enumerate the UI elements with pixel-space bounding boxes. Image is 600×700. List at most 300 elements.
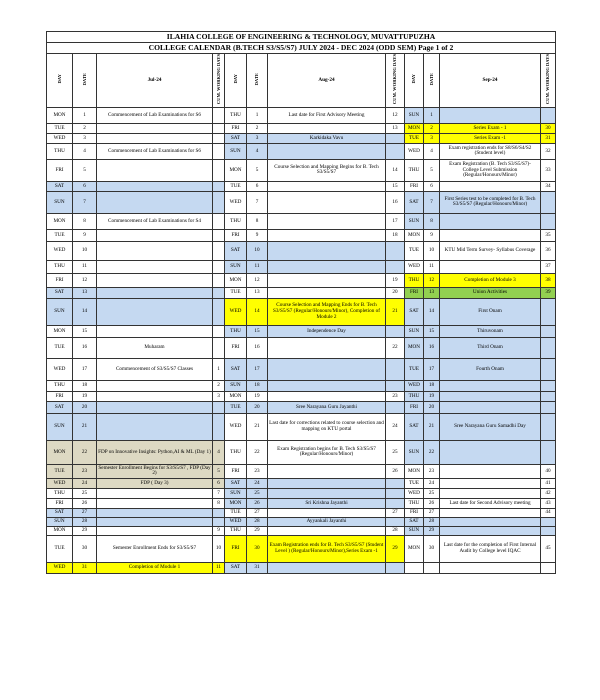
sep-date-cell: 6 bbox=[424, 181, 440, 191]
aug-working-days-cell bbox=[386, 498, 405, 508]
jul-day-cell: MON bbox=[47, 440, 73, 464]
sep-date-cell: 26 bbox=[424, 498, 440, 508]
jul-date-cell: 20 bbox=[73, 401, 97, 413]
aug-day-cell: SUN bbox=[225, 143, 247, 159]
sep-working-days-cell bbox=[541, 391, 556, 401]
jul-event-cell: Commencement of S3/S5/S7 Classes bbox=[97, 358, 213, 380]
aug-date-cell: 8 bbox=[247, 213, 268, 229]
sep-working-days-cell bbox=[541, 413, 556, 440]
jul-day-cell: MON bbox=[47, 213, 73, 229]
jul-working-days-cell bbox=[213, 413, 225, 440]
aug-event-cell bbox=[268, 260, 386, 273]
jul-day-cell: TUE bbox=[47, 123, 73, 133]
aug-day-cell: WED bbox=[225, 517, 247, 526]
sep-date-cell: 8 bbox=[424, 213, 440, 229]
sep-working-days-cell: 32 bbox=[541, 143, 556, 159]
aug-working-days-cell: 26 bbox=[386, 464, 405, 478]
sep-day-cell: TUE bbox=[405, 133, 424, 143]
calendar-row bbox=[47, 213, 556, 229]
day-header: DAY bbox=[225, 54, 247, 108]
calendar-row bbox=[47, 241, 556, 260]
sep-event-cell: Series Exam - 1 bbox=[440, 123, 541, 133]
jul-date-cell: 13 bbox=[73, 287, 97, 298]
jul-event-cell bbox=[97, 241, 213, 260]
sep-day-cell: MON bbox=[405, 464, 424, 478]
sep-working-days-cell bbox=[541, 440, 556, 464]
sep-day-cell: SAT bbox=[405, 191, 424, 213]
aug-working-days-cell: 23 bbox=[386, 391, 405, 401]
calendar-body bbox=[47, 107, 556, 573]
jul-date-cell: 1 bbox=[73, 107, 97, 123]
jul-day-cell: SAT bbox=[47, 508, 73, 517]
calendar-row bbox=[47, 133, 556, 143]
aug-working-days-cell: 25 bbox=[386, 440, 405, 464]
sep-working-days-cell bbox=[541, 213, 556, 229]
aug-event-cell bbox=[268, 123, 386, 133]
aug-date-cell: 5 bbox=[247, 159, 268, 181]
sep-working-days-cell bbox=[541, 337, 556, 358]
jul-date-cell: 24 bbox=[73, 478, 97, 488]
sep-working-days-cell bbox=[541, 401, 556, 413]
sep-working-days-cell: 34 bbox=[541, 181, 556, 191]
aug-day-cell: TUE bbox=[225, 181, 247, 191]
aug-date-cell: 14 bbox=[247, 298, 268, 325]
aug-event-cell bbox=[268, 508, 386, 517]
aug-date-cell: 3 bbox=[247, 133, 268, 143]
jul-working-days-cell bbox=[213, 191, 225, 213]
sep-day-cell: WED bbox=[405, 260, 424, 273]
jul-day-cell: TUE bbox=[47, 337, 73, 358]
jul-working-days-cell bbox=[213, 273, 225, 287]
jul-day-cell: WED bbox=[47, 241, 73, 260]
aug-day-cell: THU bbox=[225, 440, 247, 464]
calendar-row bbox=[47, 123, 556, 133]
aug-day-cell: SUN bbox=[225, 260, 247, 273]
aug-event-cell bbox=[268, 191, 386, 213]
sep-day-cell: MON bbox=[405, 337, 424, 358]
jul-date-cell: 8 bbox=[73, 213, 97, 229]
jul-event-cell bbox=[97, 508, 213, 517]
sep-working-days-cell: 35 bbox=[541, 229, 556, 241]
date-header: DATE bbox=[247, 54, 268, 108]
aug-event-cell bbox=[268, 488, 386, 498]
aug-event-cell bbox=[268, 241, 386, 260]
aug-event-cell bbox=[268, 526, 386, 535]
sep-day-cell: FRI bbox=[405, 508, 424, 517]
jul-date-cell: 9 bbox=[73, 229, 97, 241]
aug-working-days-cell bbox=[386, 241, 405, 260]
jul-working-days-cell bbox=[213, 287, 225, 298]
sep-date-cell: 18 bbox=[424, 380, 440, 391]
sep-day-cell: THU bbox=[405, 498, 424, 508]
sep-day-cell: THU bbox=[405, 273, 424, 287]
calendar-row bbox=[47, 508, 556, 517]
jul-working-days-cell bbox=[213, 517, 225, 526]
aug-event-cell bbox=[268, 358, 386, 380]
aug-day-cell: FRI bbox=[225, 337, 247, 358]
jul-event-cell bbox=[97, 298, 213, 325]
aug-working-days-cell: 14 bbox=[386, 159, 405, 181]
aug-event-cell: Exam Registration begins for B. Tech S3/S5/S7 (Regular/Honours/Minor) bbox=[268, 440, 386, 464]
sep-date-cell: 28 bbox=[424, 517, 440, 526]
jul-day-cell: WED bbox=[47, 358, 73, 380]
aug-working-days-cell: 28 bbox=[386, 526, 405, 535]
jul-event-cell bbox=[97, 159, 213, 181]
calendar-row bbox=[47, 325, 556, 337]
calendar-row bbox=[47, 498, 556, 508]
aug-date-cell: 13 bbox=[247, 287, 268, 298]
aug-day-cell: FRI bbox=[225, 464, 247, 478]
sep-day-cell: MON bbox=[405, 123, 424, 133]
aug-day-cell: TUE bbox=[225, 508, 247, 517]
calendar-row bbox=[47, 440, 556, 464]
sep-event-cell: Completion of Module 3 bbox=[440, 273, 541, 287]
jul-date-cell: 22 bbox=[73, 440, 97, 464]
sep-day-cell: THU bbox=[405, 391, 424, 401]
jul-day-cell: THU bbox=[47, 380, 73, 391]
jul-working-days-cell bbox=[213, 107, 225, 123]
sep-day-cell: SUN bbox=[405, 107, 424, 123]
sep-day-cell: WED bbox=[405, 143, 424, 159]
jul-date-cell: 30 bbox=[73, 535, 97, 562]
sep-day-cell bbox=[405, 562, 424, 573]
aug-date-cell: 4 bbox=[247, 143, 268, 159]
jul-working-days-cell bbox=[213, 133, 225, 143]
aug-day-cell: THU bbox=[225, 325, 247, 337]
calendar-row bbox=[47, 287, 556, 298]
aug-working-days-cell bbox=[386, 260, 405, 273]
jul-working-days-cell bbox=[213, 298, 225, 325]
jul-date-cell: 21 bbox=[73, 413, 97, 440]
calendar-row bbox=[47, 191, 556, 213]
jul-event-cell bbox=[97, 401, 213, 413]
sep-event-cell bbox=[440, 260, 541, 273]
sep-event-cell bbox=[440, 562, 541, 573]
jul-date-cell: 25 bbox=[73, 488, 97, 498]
jul-event-cell bbox=[97, 181, 213, 191]
aug-event-cell: Last date for First Advisory Meeting bbox=[268, 107, 386, 123]
sep-date-cell: 5 bbox=[424, 159, 440, 181]
aug-working-days-cell bbox=[386, 488, 405, 498]
jul-date-cell: 31 bbox=[73, 562, 97, 573]
sep-event-cell: Last date for Second Advisory meeting bbox=[440, 498, 541, 508]
jul-working-days-cell bbox=[213, 181, 225, 191]
sep-working-days-cell: 30 bbox=[541, 123, 556, 133]
jul-day-cell: WED bbox=[47, 478, 73, 488]
sep-working-days-cell bbox=[541, 562, 556, 573]
jul-day-cell: MON bbox=[47, 107, 73, 123]
jul-event-cell: Commencement of Lab Examinations for S6 bbox=[97, 143, 213, 159]
calendar-row bbox=[47, 260, 556, 273]
jul-event-cell bbox=[97, 133, 213, 143]
aug-date-cell: 11 bbox=[247, 260, 268, 273]
aug-event-cell bbox=[268, 391, 386, 401]
aug-working-days-cell: 16 bbox=[386, 191, 405, 213]
sep-working-days-cell: 45 bbox=[541, 535, 556, 562]
sep-event-cell bbox=[440, 401, 541, 413]
sep-event-cell: Third Onam bbox=[440, 337, 541, 358]
sep-event-cell: Thiruvonam bbox=[440, 325, 541, 337]
sep-date-cell: 30 bbox=[424, 535, 440, 562]
jul-day-cell: SUN bbox=[47, 298, 73, 325]
sep-date-cell: 4 bbox=[424, 143, 440, 159]
aug-date-cell: 16 bbox=[247, 337, 268, 358]
college-calendar-table bbox=[46, 31, 556, 574]
aug-event-cell: Course Selection and Mapping Ends for B. Tech S3/S5/S7 (Regular/Honours/Minor), Completion of Module 2 bbox=[268, 298, 386, 325]
sep-day-cell: TUE bbox=[405, 358, 424, 380]
aug-day-cell: WED bbox=[225, 191, 247, 213]
aug-working-days-cell bbox=[386, 517, 405, 526]
aug-event-cell bbox=[268, 380, 386, 391]
calendar-row bbox=[47, 535, 556, 562]
jul-working-days-cell bbox=[213, 401, 225, 413]
sep-working-days-cell bbox=[541, 380, 556, 391]
aug-date-cell: 2 bbox=[247, 123, 268, 133]
jul-day-cell: SUN bbox=[47, 413, 73, 440]
jul-day-cell: MON bbox=[47, 526, 73, 535]
sep-event-cell: Exam registration ends for S8/S6/S4/S2 (Student level) bbox=[440, 143, 541, 159]
jul-day-cell: FRI bbox=[47, 273, 73, 287]
sep-working-days-cell: 41 bbox=[541, 478, 556, 488]
aug-working-days-cell: 19 bbox=[386, 273, 405, 287]
jul-day-cell: FRI bbox=[47, 159, 73, 181]
aug-day-cell: THU bbox=[225, 213, 247, 229]
aug-date-cell: 20 bbox=[247, 401, 268, 413]
jul-working-days-cell bbox=[213, 159, 225, 181]
aug-date-cell: 19 bbox=[247, 391, 268, 401]
date-header: DATE bbox=[424, 54, 440, 108]
aug-event-cell bbox=[268, 213, 386, 229]
jul-event-cell bbox=[97, 380, 213, 391]
sep-event-cell bbox=[440, 488, 541, 498]
calendar-row bbox=[47, 229, 556, 241]
jul-working-days-cell bbox=[213, 213, 225, 229]
jul-event-cell bbox=[97, 123, 213, 133]
aug-date-cell: 25 bbox=[247, 488, 268, 498]
jul-working-days-cell bbox=[213, 337, 225, 358]
jul-event-cell bbox=[97, 273, 213, 287]
sep-day-cell: SUN bbox=[405, 526, 424, 535]
aug-date-cell: 17 bbox=[247, 358, 268, 380]
sep-working-days-cell: 42 bbox=[541, 488, 556, 498]
sep-working-days-cell bbox=[541, 526, 556, 535]
jul-date-cell: 29 bbox=[73, 526, 97, 535]
sep-working-days-cell bbox=[541, 298, 556, 325]
sep-date-cell: 24 bbox=[424, 478, 440, 488]
jul-working-days-cell: 9 bbox=[213, 526, 225, 535]
aug-working-days-cell: 21 bbox=[386, 298, 405, 325]
jul-day-cell: SAT bbox=[47, 401, 73, 413]
jul-event-cell bbox=[97, 498, 213, 508]
aug-working-days-cell bbox=[386, 380, 405, 391]
aug-working-days-cell bbox=[386, 133, 405, 143]
jul-event-cell: FDP on Innovative Insights: Python,AI & ML (Day 1) bbox=[97, 440, 213, 464]
column-header-row bbox=[47, 54, 556, 108]
aug-working-days-cell: 29 bbox=[386, 535, 405, 562]
jul-event-cell: Commencement of Lab Examinations for S6 bbox=[97, 107, 213, 123]
jul-day-cell: SAT bbox=[47, 181, 73, 191]
calendar-row bbox=[47, 562, 556, 573]
jul-date-cell: 23 bbox=[73, 464, 97, 478]
sep-event-cell bbox=[440, 107, 541, 123]
aug-day-cell: WED bbox=[225, 298, 247, 325]
jul-event-cell: Commencement of Lab Examinations for S4 bbox=[97, 213, 213, 229]
aug-date-cell: 28 bbox=[247, 517, 268, 526]
jul-working-days-cell: 8 bbox=[213, 498, 225, 508]
aug-day-cell: FRI bbox=[225, 123, 247, 133]
jul-date-cell: 11 bbox=[73, 260, 97, 273]
sep-working-days-cell bbox=[541, 107, 556, 123]
cwd-header: CUM. WORKING DAYS bbox=[213, 54, 225, 108]
sep-date-cell: 16 bbox=[424, 337, 440, 358]
sep-date-cell: 29 bbox=[424, 526, 440, 535]
jul-date-cell: 2 bbox=[73, 123, 97, 133]
jul-working-days-cell: 7 bbox=[213, 488, 225, 498]
jul-date-cell: 18 bbox=[73, 380, 97, 391]
aug-date-cell: 18 bbox=[247, 380, 268, 391]
sep-working-days-cell: 31 bbox=[541, 133, 556, 143]
sep-date-cell: 13 bbox=[424, 287, 440, 298]
calendar-row bbox=[47, 159, 556, 181]
jul-event-cell bbox=[97, 287, 213, 298]
aug-day-cell: MON bbox=[225, 159, 247, 181]
sep-working-days-cell: 36 bbox=[541, 241, 556, 260]
aug-event-cell: Last date for corrections related to course selection and mapping on KTU portal bbox=[268, 413, 386, 440]
jul-working-days-cell: 3 bbox=[213, 391, 225, 401]
cwd-header: CUM. WORKING DAYS bbox=[541, 54, 556, 108]
jul-working-days-cell bbox=[213, 123, 225, 133]
aug-day-cell: MON bbox=[225, 391, 247, 401]
jul-date-cell: 14 bbox=[73, 298, 97, 325]
aug-event-cell: Karkidaka Vavu bbox=[268, 133, 386, 143]
aug-day-cell: SUN bbox=[225, 380, 247, 391]
sep-event-cell bbox=[440, 181, 541, 191]
sep-date-cell: 1 bbox=[424, 107, 440, 123]
aug-event-cell bbox=[268, 273, 386, 287]
cwd-header: CUM. WORKING DAYS bbox=[386, 54, 405, 108]
sep-working-days-cell: 39 bbox=[541, 287, 556, 298]
aug-working-days-cell: 27 bbox=[386, 508, 405, 517]
sep-day-cell: FRI bbox=[405, 181, 424, 191]
aug-working-days-cell bbox=[386, 401, 405, 413]
jul-working-days-cell bbox=[213, 260, 225, 273]
jul-working-days-cell bbox=[213, 508, 225, 517]
sep-date-cell: 10 bbox=[424, 241, 440, 260]
sep-date-cell: 25 bbox=[424, 488, 440, 498]
jul-event-cell bbox=[97, 517, 213, 526]
calendar-row bbox=[47, 488, 556, 498]
aug-date-cell: 29 bbox=[247, 526, 268, 535]
aug-date-cell: 23 bbox=[247, 464, 268, 478]
jul-date-cell: 16 bbox=[73, 337, 97, 358]
calendar-row bbox=[47, 143, 556, 159]
aug-date-cell: 30 bbox=[247, 535, 268, 562]
aug-day-cell: SAT bbox=[225, 562, 247, 573]
sep-event-cell bbox=[440, 526, 541, 535]
jul-date-cell: 15 bbox=[73, 325, 97, 337]
sep-date-cell: 20 bbox=[424, 401, 440, 413]
aug-event-cell bbox=[268, 287, 386, 298]
college-name-title: ILAHIA COLLEGE OF ENGINEERING & TECHNOLOGY, MUVATTUPUZHA bbox=[47, 32, 556, 43]
jul-event-cell: Semester Enrollment Begins for S3/S5/S7 , FDP (Day 2) bbox=[98, 464, 211, 477]
aug-working-days-cell: 24 bbox=[386, 413, 405, 440]
calendar-row bbox=[47, 380, 556, 391]
jul-event-cell bbox=[97, 191, 213, 213]
sep-event-cell: First Onam bbox=[440, 298, 541, 325]
jul-working-days-cell: 2 bbox=[213, 380, 225, 391]
month-header-aug: Aug-24 bbox=[268, 54, 386, 108]
sep-day-cell: TUE bbox=[405, 241, 424, 260]
sep-event-cell bbox=[440, 464, 541, 478]
sep-day-cell: MON bbox=[405, 229, 424, 241]
sep-date-cell: 2 bbox=[424, 123, 440, 133]
jul-date-cell: 3 bbox=[73, 133, 97, 143]
sep-event-cell bbox=[440, 391, 541, 401]
jul-working-days-cell bbox=[213, 325, 225, 337]
jul-date-cell: 28 bbox=[73, 517, 97, 526]
calendar-row bbox=[47, 358, 556, 380]
aug-event-cell bbox=[268, 562, 386, 573]
aug-working-days-cell bbox=[386, 358, 405, 380]
jul-working-days-cell: 1 bbox=[213, 358, 225, 380]
sep-date-cell: 12 bbox=[424, 273, 440, 287]
aug-date-cell: 15 bbox=[247, 325, 268, 337]
sep-date-cell: 3 bbox=[424, 133, 440, 143]
aug-date-cell: 10 bbox=[247, 241, 268, 260]
sep-event-cell bbox=[440, 213, 541, 229]
sep-day-cell: WED bbox=[405, 488, 424, 498]
date-header: DATE bbox=[73, 54, 97, 108]
aug-event-cell: Sree Narayana Guru Jayanthi bbox=[268, 401, 386, 413]
sep-working-days-cell bbox=[541, 191, 556, 213]
jul-day-cell: TUE bbox=[47, 464, 73, 478]
calendar-row bbox=[47, 298, 556, 325]
calendar-row bbox=[47, 526, 556, 535]
aug-day-cell: MON bbox=[225, 498, 247, 508]
aug-working-days-cell: 15 bbox=[386, 181, 405, 191]
aug-date-cell: 7 bbox=[247, 191, 268, 213]
aug-day-cell: THU bbox=[225, 107, 247, 123]
sep-working-days-cell bbox=[541, 325, 556, 337]
sep-working-days-cell bbox=[541, 517, 556, 526]
jul-date-cell: 10 bbox=[73, 241, 97, 260]
calendar-row bbox=[47, 107, 556, 123]
aug-working-days-cell: 12 bbox=[386, 107, 405, 123]
aug-day-cell: WED bbox=[225, 413, 247, 440]
jul-day-cell: THU bbox=[47, 260, 73, 273]
sep-event-cell bbox=[440, 380, 541, 391]
sep-event-cell bbox=[440, 229, 541, 241]
sep-event-cell bbox=[440, 478, 541, 488]
jul-event-cell bbox=[97, 325, 213, 337]
aug-day-cell: TUE bbox=[225, 401, 247, 413]
jul-working-days-cell bbox=[213, 143, 225, 159]
jul-event-cell bbox=[97, 413, 213, 440]
sep-date-cell: 21 bbox=[424, 413, 440, 440]
aug-working-days-cell: 13 bbox=[386, 123, 405, 133]
aug-day-cell: FRI bbox=[225, 229, 247, 241]
sep-day-cell: MON bbox=[405, 535, 424, 562]
aug-date-cell: 31 bbox=[247, 562, 268, 573]
jul-day-cell: THU bbox=[47, 143, 73, 159]
sep-event-cell: Last date for the completion of First Internal Audit by College level IQAC bbox=[440, 535, 541, 562]
jul-event-cell bbox=[97, 260, 213, 273]
sep-date-cell: 15 bbox=[424, 325, 440, 337]
sep-working-days-cell: 38 bbox=[541, 273, 556, 287]
jul-date-cell: 26 bbox=[73, 498, 97, 508]
calendar-row bbox=[47, 478, 556, 488]
day-header: DAY bbox=[405, 54, 424, 108]
